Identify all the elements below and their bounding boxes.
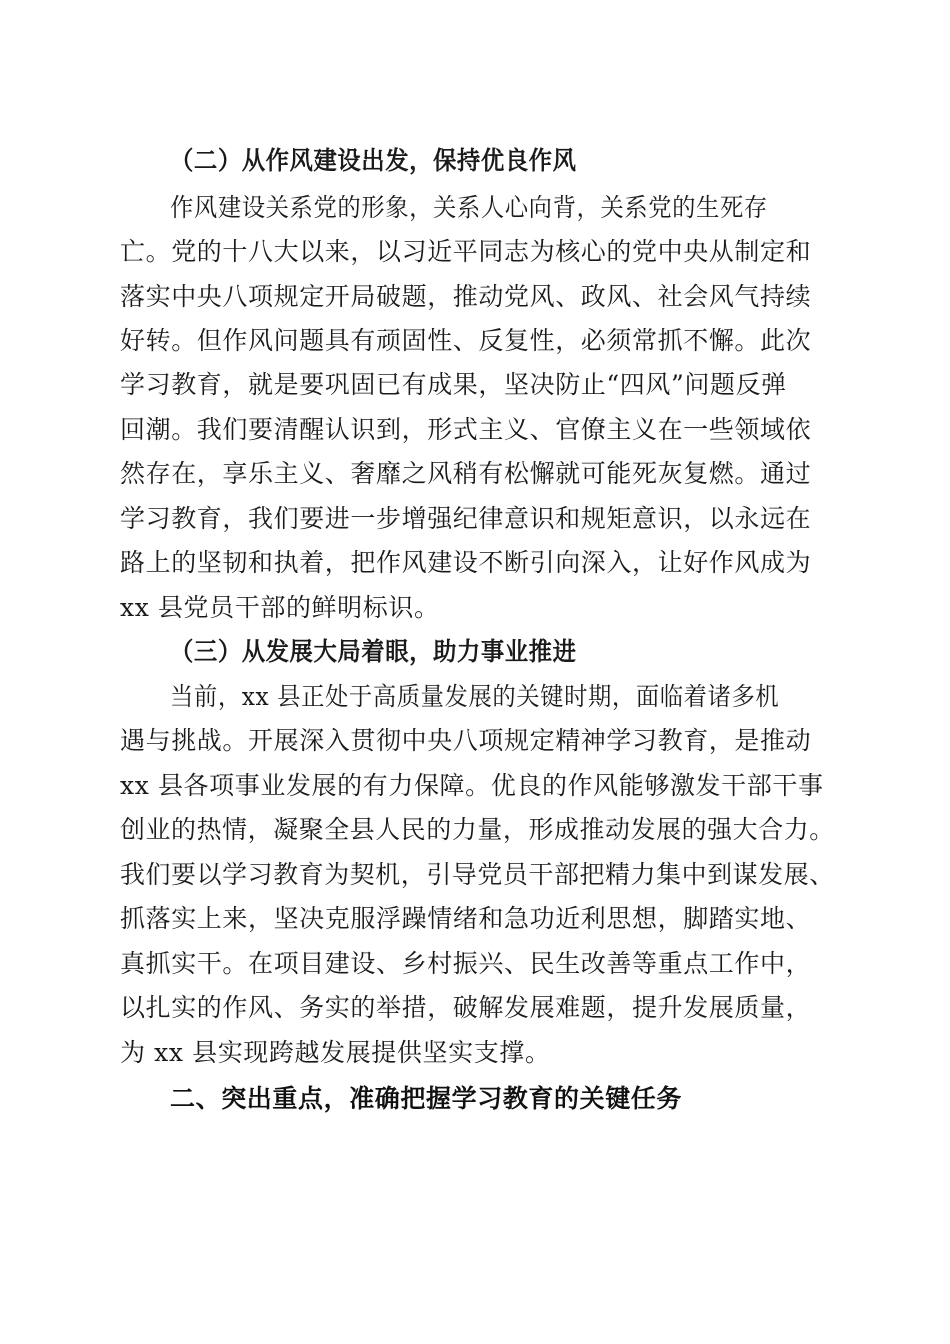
paragraph-line: 落实中央八项规定开局破题，推动党风、政风、社会风气持续 xyxy=(120,282,812,311)
section-heading-three: （三）从发展大局着眼，助力事业推进 xyxy=(170,637,577,666)
paragraph-line: xx 县党员干部的鲜明标识。 xyxy=(120,593,440,622)
paragraph-line: 抓落实上来，坚决克服浮躁情绪和急功近利思想，脚踏实地、 xyxy=(120,904,812,933)
paragraph-line: 创业的热情，凝聚全县人民的力量，形成推动发展的强大合力。 xyxy=(120,815,835,844)
part-two-heading: 二、突出重点，准确把握学习教育的关键任务 xyxy=(170,1084,683,1113)
paragraph-line: 学习教育，我们要进一步增强纪律意识和规矩意识，以永远在 xyxy=(120,504,812,533)
paragraph-line: 真抓实干。在项目建设、乡村振兴、民生改善等重点工作中， xyxy=(120,949,812,978)
paragraph-line: 好转。但作风问题具有顽固性、反复性，必须常抓不懈。此次 xyxy=(120,326,812,355)
paragraph-line: 以扎实的作风、务实的举措，破解发展难题，提升发展质量， xyxy=(120,993,812,1022)
paragraph-line: 为 xx 县实现跨越发展提供坚实支撑。 xyxy=(120,1038,551,1067)
paragraph-line: 然存在，享乐主义、奢靡之风稍有松懈就可能死灰复燃。通过 xyxy=(120,459,812,488)
paragraph-line: 作风建设关系党的形象，关系人心向背，关系党的生死存 xyxy=(170,193,768,222)
paragraph-line: xx 县各项事业发展的有力保障。优良的作风能够激发干部干事 xyxy=(120,771,824,800)
paragraph-line: 当前，xx 县正处于高质量发展的关键时期，面临着诸多机 xyxy=(170,682,780,711)
paragraph-line: 遇与挑战。开展深入贯彻中央八项规定精神学习教育，是推动 xyxy=(120,726,812,755)
paragraph-line: 亡。党的十八大以来，以习近平同志为核心的党中央从制定和 xyxy=(120,237,812,266)
paragraph-line: 学习教育，就是要巩固已有成果，坚决防止“四风”问题反弹 xyxy=(120,370,787,399)
paragraph-line: 路上的坚韧和执着，把作风建设不断引向深入，让好作风成为 xyxy=(120,548,812,577)
paragraph-line: 回潮。我们要清醒认识到，形式主义、官僚主义在一些领域依 xyxy=(120,415,812,444)
section-heading-two: （二）从作风建设出发，保持优良作风 xyxy=(170,146,577,175)
paragraph-line: 我们要以学习教育为契机，引导党员干部把精力集中到谋发展、 xyxy=(120,860,835,889)
